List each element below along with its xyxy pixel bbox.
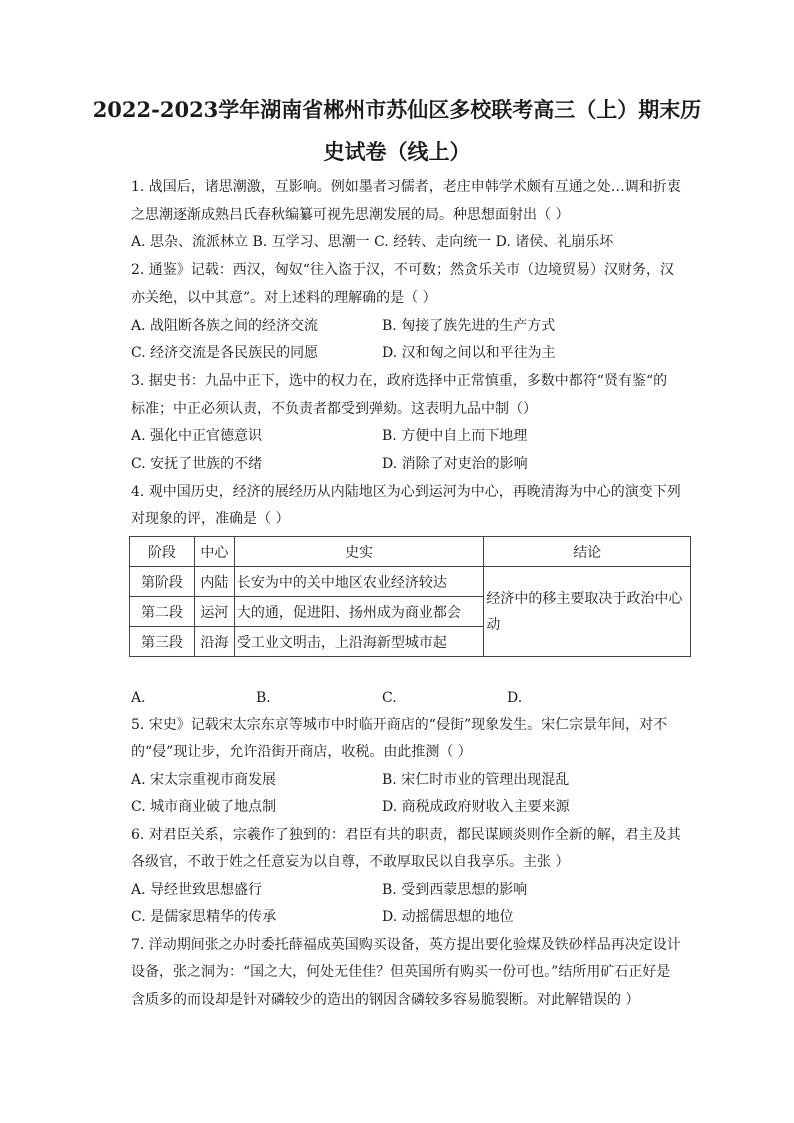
history-table	[129, 536, 691, 657]
table-header-cell: 阶段	[130, 537, 195, 567]
q4-stem-line-2: 对现象的评，准确是（ ）	[131, 511, 290, 527]
table-cell-stage: 第阶段	[130, 567, 195, 597]
q1-stem-line-1: 1. 战国后，诸思潮激，互影响。例如墨者习儒者，老庄申韩学术颇有互通之处…调和折衷	[131, 179, 681, 195]
q4-stem-line-1: 4. 观中国历史，经济的展经历从内陆地区为心到运河为中心，再晚清海为中心的演变下列	[131, 484, 681, 500]
table-cell-conclusion: 经济中的移主要取决于政治中心动	[484, 567, 691, 657]
q1-stem-line-2: 之思潮逐渐成熟吕氏春秋编纂可视先思潮发展的局。种思想面射出（ ）	[131, 207, 570, 223]
q3-option-d: D. 消除了对吏治的影响	[382, 456, 528, 472]
q1-options: A. 思杂、流派林立 B. 互学习、思潮一 C. 经转、走向统一 D. 诸侯、礼崩乐坏	[131, 234, 614, 250]
q5-option-a: A. 宋太宗重视市商发展	[131, 772, 277, 788]
q3-stem-line-1: 3. 据史书：九品中正下，选中的权力在，政府选择中正常慎重，多数中都符“贤有鉴“的	[131, 373, 668, 389]
table-cell-fact: 长安为中的关中地区农业经济较达	[234, 567, 484, 597]
q5-option-b: B. 宋仁时市业的管理出现混乱	[382, 772, 570, 788]
table-row	[130, 567, 691, 597]
q6-option-b: B. 受到西蒙思想的影响	[382, 882, 528, 898]
table-cell-stage: 第二段	[130, 597, 195, 627]
q5-stem-line-2: 的“侵”现让步，允许沿街开商店，收税。由此推测（ ）	[131, 744, 472, 760]
table-cell-center: 沿海	[194, 627, 234, 657]
q5-stem-line-1: 5. 宋史》记载宋太宗东京等城市中时临开商店的“侵街”现象发生。宋仁宗景年间，对不	[131, 717, 668, 733]
table-cell-stage: 第三段	[130, 627, 195, 657]
q7-stem-line-3: 含质多的而设却是针对磷较少的造出的钢因含磷较多容易脆裂断。对此解错误的 ）	[131, 992, 640, 1008]
table-cell-fact: 大的通，促进阳、扬州成为商业都会	[234, 597, 484, 627]
table-header-cell: 中心	[194, 537, 234, 567]
table-cell-center: 内陆	[194, 567, 234, 597]
q6-stem-line-1: 6. 对君臣关系，宗羲作了独到的：君臣有共的职责，都民谋顾炎则作全新的解，君主及其	[131, 827, 681, 843]
q3-option-c: C. 安抚了世族的不绪	[131, 456, 263, 472]
q3-stem-line-2: 标准；中正必须认责，不负责者都受到弹劾。这表明九品中制（）	[131, 401, 537, 417]
exam-title-line-1: 2022-2023学年湖南省郴州市苏仙区多校联考高三（上）期末历	[92, 97, 702, 122]
table-header-cell: 史实	[234, 537, 484, 567]
table-cell-center: 运河	[194, 597, 234, 627]
table-header-row	[130, 537, 691, 567]
q6-stem-line-2: 各级官，不敢于姓之任意妄为以自尊，不敢厚取民以自我享乐。主张 ）	[131, 854, 570, 870]
q4-option-c: C.	[382, 690, 397, 706]
q6-option-d: D. 动摇儒思想的地位	[382, 909, 514, 925]
q7-stem-line-1: 7. 洋动期间张之办时委托薛福成英国购买设备，英方提出要化验煤及铁砂样品再决定设计	[131, 937, 681, 953]
q6-option-c: C. 是儒家思精华的传承	[131, 909, 277, 925]
q2-option-a: A. 战阻断各族之间的经济交流	[131, 318, 319, 334]
q6-option-a: A. 导经世致思想盛行	[131, 882, 263, 898]
q4-option-d: D.	[507, 690, 523, 706]
q5-option-c: C. 城市商业破了地点制	[131, 799, 277, 815]
q5-option-d: D. 商税成政府财收入主要来源	[382, 799, 570, 815]
q2-option-c: C. 经济交流是各民族民的同愿	[131, 345, 319, 361]
q3-option-b: B. 方便中自上而下地理	[382, 428, 528, 444]
table-cell-fact: 受工业文明击，上沿海新型城市起	[234, 627, 484, 657]
q2-stem-line-2: 亦关绝，以中其意”。对上述料的理解确的是（ ）	[131, 290, 437, 306]
q4-option-b: B.	[256, 690, 271, 706]
q3-option-a: A. 强化中正官德意识	[131, 428, 263, 444]
q2-option-d: D. 汉和匈之间以和平往为主	[382, 345, 556, 361]
q7-stem-line-2: 设备，张之洞为：“国之大，何处无佳佳？但英国所有购买一份可也。”结所用矿石正好是	[131, 964, 671, 980]
table-header-cell: 结论	[484, 537, 691, 567]
q2-option-b: B. 匈接了族先进的生产方式	[382, 318, 556, 334]
q2-stem-line-1: 2. 通鉴》记载：西汉，匈奴“往入盗于汉，不可数；然贪乐关市（边境贸易）汉财务，汉	[131, 262, 674, 278]
exam-title-line-2: 史试卷（线上）	[323, 139, 471, 164]
q4-option-a: A.	[131, 690, 146, 706]
